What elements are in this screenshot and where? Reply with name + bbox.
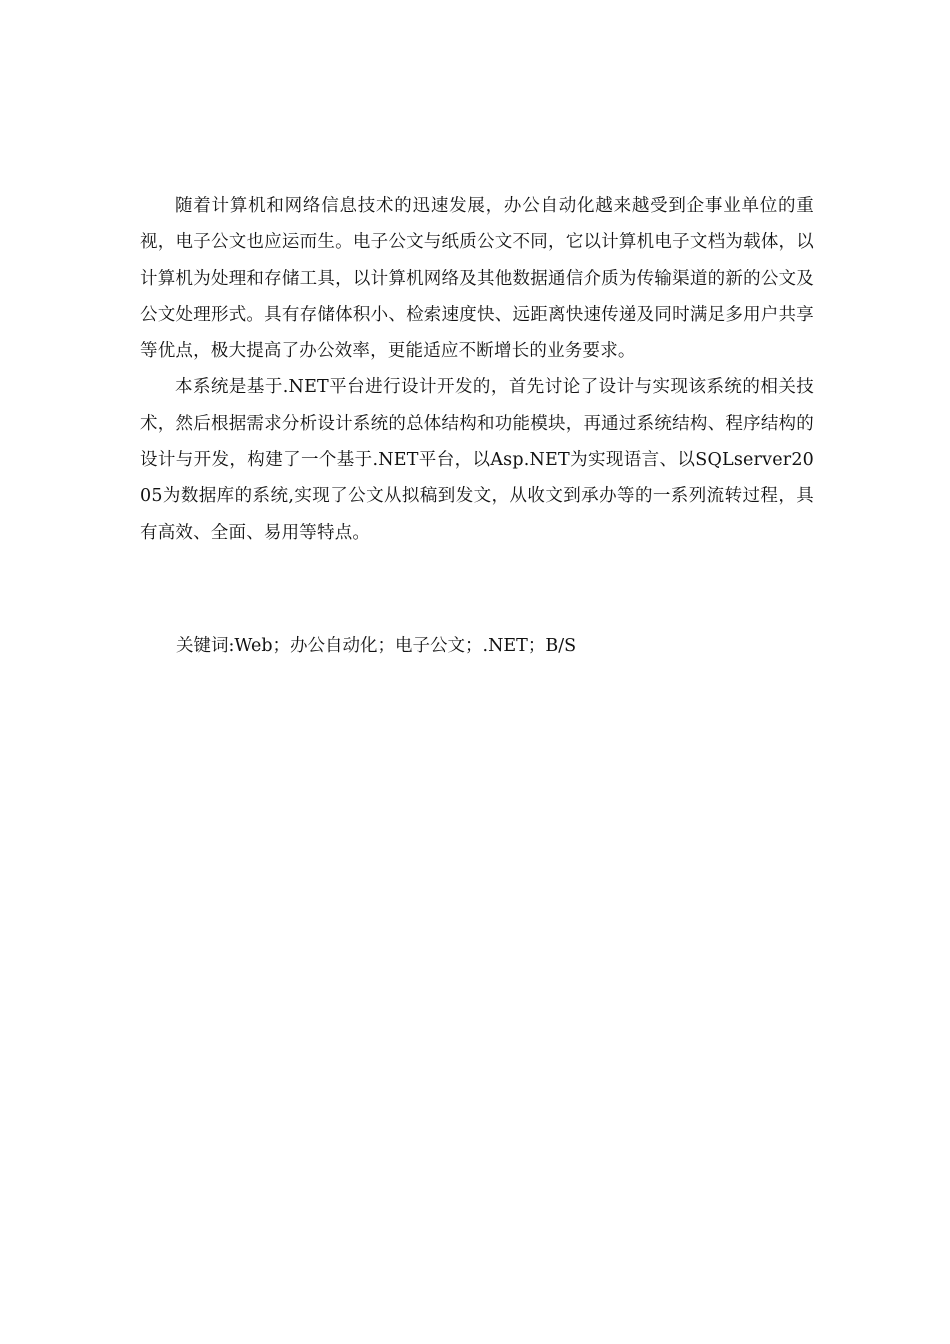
abstract-paragraph-2: 本系统是基于.NET平台进行设计开发的，首先讨论了设计与实现该系统的相关技术，然后根据需求分析设计系统的总体结构和功能模块，再通过系统结构、程序结构的设计与开发，构建了一个基于.NET平台，以Asp.NET为实现语言、以SQLserver2005为数据库的系统,实现了公文从拟稿到发文，从收文到承办等的一系列流转过程，具有高效、全面、易用等特点。	[140, 377, 814, 543]
keywords-line	[176, 628, 576, 664]
abstract-body	[140, 188, 814, 551]
keywords-label: 关键词:	[176, 636, 235, 656]
abstract-paragraph-1: 随着计算机和网络信息技术的迅速发展，办公自动化越来越受到企事业单位的重视，电子公文也应运而生。电子公文与纸质公文不同，它以计算机电子文档为载体，以计算机为处理和存储工具，以计算机网络及其他数据通信介质为传输渠道的新的公文及公文处理形式。具有存储体积小、检索速度快、远距离快速传递及同时满足多用户共享等优点，极大提高了办公效率，更能适应不断增长的业务要求。	[140, 196, 814, 362]
keywords-text: Web；办公自动化；电子公文；.NET；B/S	[234, 636, 577, 656]
